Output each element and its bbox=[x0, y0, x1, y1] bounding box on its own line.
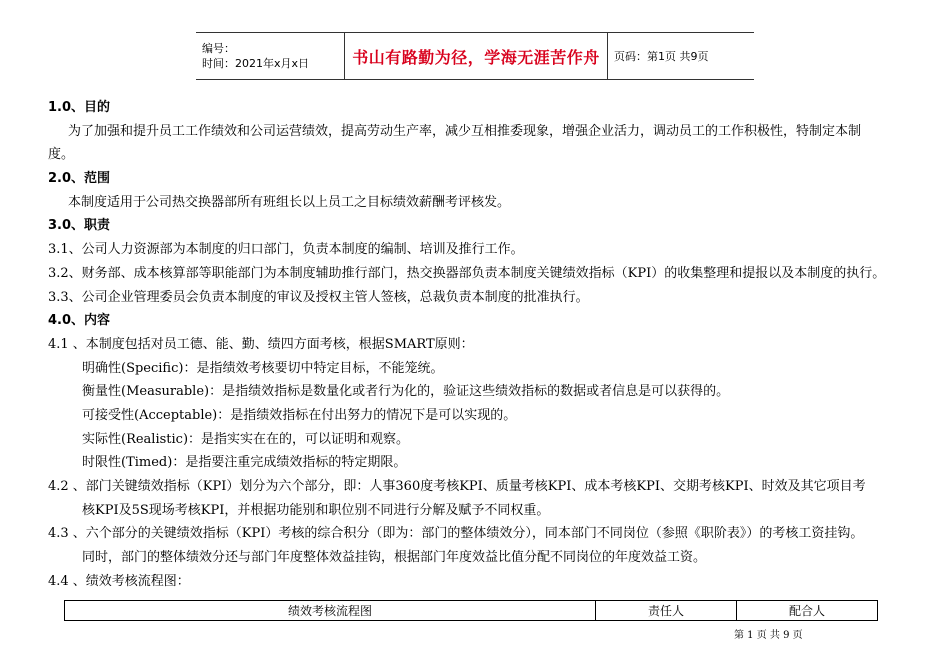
flow-chart-table bbox=[64, 600, 878, 621]
document-time-label: 时间：2021年x月x日 bbox=[202, 57, 310, 70]
content-item-4-3-line2: 同时，部门的整体绩效分还与部门年度整体效益挂钩，根据部门年度效益比值分配不同岗位的年度效益工资。 bbox=[82, 550, 707, 566]
flow-table-header-chart: 绩效考核流程图 bbox=[65, 601, 596, 621]
responsibility-item-3-2: 3.2、财务部、成本核算部等职能部门为本制度辅助推行部门，热交换器部负责本制度关键绩效指标（KPI）的收集整理和提报以及本制度的执行。 bbox=[48, 265, 886, 281]
document-number-label: 编号： bbox=[202, 42, 235, 55]
page-footer: 第 1 页 共 9 页 bbox=[734, 630, 803, 641]
smart-item-timed: 时限性(Timed)：是指要注重完成绩效指标的特定期限。 bbox=[82, 455, 407, 471]
smart-item-specific: 明确性(Specific)：是指绩效考核要切中特定目标，不能笼统。 bbox=[82, 360, 444, 376]
smart-item-acceptable: 可接受性(Acceptable)：是指绩效指标在付出努力的情况下是可以实现的。 bbox=[82, 407, 517, 423]
paragraph-scope: 本制度适用于公司热交换器部所有班组长以上员工之目标绩效薪酬考评核发。 bbox=[68, 194, 511, 210]
flow-table-header-owner: 责任人 bbox=[596, 601, 737, 621]
document-header bbox=[196, 32, 754, 80]
header-motto-cell bbox=[345, 33, 608, 80]
section-title-purpose: 1.0、目的 bbox=[48, 100, 111, 115]
smart-item-realistic: 实际性(Realistic)：是指实实在在的，可以证明和观察。 bbox=[82, 431, 410, 447]
content-item-4-1: 4.1 、本制度包括对员工德、能、勤、绩四方面考核，根据SMART原则： bbox=[48, 336, 474, 352]
responsibility-item-3-3: 3.3、公司企业管理委员会负责本制度的审议及授权主管人签核，总裁负责本制度的批准执行。 bbox=[48, 289, 589, 305]
content-item-4-2-line2: 核KPI及5S现场考核KPI，并根据功能别和职位别不同进行分解及赋予不同权重。 bbox=[82, 502, 550, 518]
section-title-scope: 2.0、范围 bbox=[48, 171, 111, 187]
paragraph-purpose-line1: 为了加强和提升员工工作绩效和公司运营绩效，提高劳动生产率，减少互相推委现象，增强企业活力，调动员工的工作积极性，特制定本制 bbox=[68, 123, 862, 139]
paragraph-purpose-line2: 度。 bbox=[48, 147, 75, 163]
header-meta bbox=[196, 33, 345, 80]
header-page-label: 页码：第1页 共9页 bbox=[608, 33, 755, 80]
content-item-4-3-line1: 4.3 、六个部分的关键绩效指标（KPI）考核的综合积分（即为：部门的整体绩效分），同本部门不同岗位（参照《职阶表》）的考核工资挂钩。 bbox=[48, 526, 864, 542]
content-item-4-4: 4.4 、绩效考核流程图： bbox=[48, 573, 190, 589]
section-title-content: 4.0、内容 bbox=[48, 313, 111, 329]
section-title-responsibility: 3.0、职责 bbox=[48, 218, 111, 234]
smart-item-measurable: 衡量性(Measurable)：是指绩效指标是数量化或者行为化的，验证这些绩效指标的数据或者信息是可以获得的。 bbox=[82, 384, 730, 400]
document-body bbox=[48, 96, 910, 593]
header-motto: 书山有路勤为径，学海无涯苦作舟 bbox=[352, 47, 600, 67]
responsibility-item-3-1: 3.1、公司人力资源部为本制度的归口部门，负责本制度的编制、培训及推行工作。 bbox=[48, 242, 524, 258]
content-item-4-2-line1: 4.2 、部门关键绩效指标（KPI）划分为六个部分，即：人事360度考核KPI、质量考核KPI、成本考核KPI、交期考核KPI、时效及其它项目考 bbox=[48, 479, 866, 494]
flow-table-header-assistant: 配合人 bbox=[737, 601, 878, 621]
